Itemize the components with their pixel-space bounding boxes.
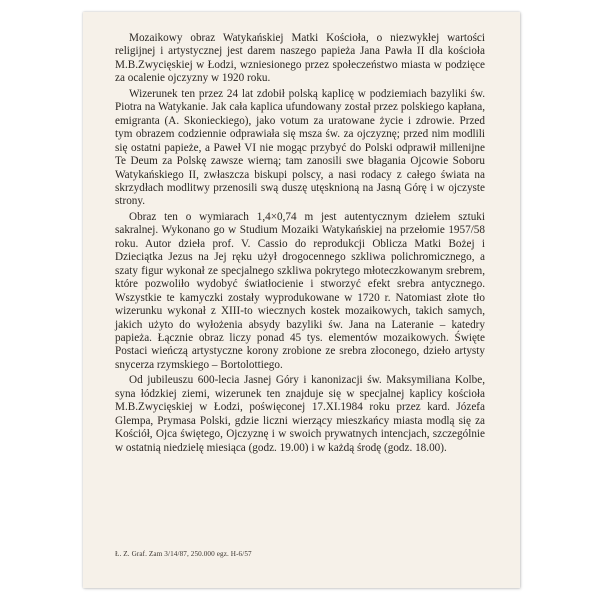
- body-text: [115, 32, 485, 457]
- paragraph-3: Obraz ten o wymiarach 1,4×0,74 m jest autentycznym dziełem sztuki sakralnej. Wykonano go w Studium Mozaiki Watykańskiej na przełomie 1957/58 roku. Autor dzieła prof. V. Cassio do reprodukcji Oblicza Matki Bożej i Dzieciątka Jezus na Jej ręku użył drogocennego szkliwa polichromicznego, a szaty figur wykonał ze specjalnego szkliwa pokrytego młoteczkowanym srebrem, które pozwoliło wydobyć światłocienie i stworzyć efekt srebra antycznego. Wszystkie te kamyczki zostały wyprodukowane w 1720 r. Natomiast złote tło wizerunku wykonał z XIII-to wiecznych kostek mozaikowych, takich samych, jakich użyto do wyłożenia absydy bazyliki św. Jana na Lateranie – katedry papieża. Łącznie obraz liczy ponad 45 tys. elementów mozaikowych. Święte Postaci wieńczą artystyczne korony zrobione ze srebra złoconego, dzieło artysty snycerza rzymskiego – Bortolottiego.: [115, 210, 485, 371]
- paragraph-2: Wizerunek ten przez 24 lat zdobił polską kaplicę w podziemiach bazyliki św. Piotra na Watykanie. Jak cała kaplica ufundowany został przez polskiego kapłana, emigranta (A. Skonieckiego), jako votum za uratowane życie i zdrowie. Przed tym obrazem codziennie odprawiała się msza św. za ojczyznę; przed nim modlili się ostatni papieże, a Paweł VI nie mogąc przybyć do Polski odprawił millenijne Te Deum za Polskę zawsze wierną; tam zanosili swe błagania Ojcowie Soboru Watykańskiego II, zwłaszcza biskupi polscy, a nasi rodacy z całego świata na skrzydłach modlitwy przenosili swą duszę utęsknioną na Jasną Górę i w ojczyste strony.: [115, 87, 485, 208]
- printed-card: [83, 12, 520, 588]
- paragraph-4: Od jubileuszu 600-lecia Jasnej Góry i kanonizacji św. Maksymiliana Kolbe, syna łódzkiej ziemi, wizerunek ten znajduje się w specjalnej kaplicy kościoła M.B.Zwycięskiej w Łodzi, poświęconej 17.XI.1984 roku przez kard. Józefa Glempa, Prymasa Polski, gdzie liczni wierzący mieszkańcy miasta modlą się za Kościół, Ojca świętego, Ojczyznę i w swoich prywatnych intencjach, szczególnie w ostatnią niedzielę miesiąca (godz. 19.00) i w każdą środę (godz. 18.00).: [115, 374, 485, 454]
- printer-imprint: Ł. Z. Graf. Zam 3/14/87, 250.000 egz. H-6/57: [115, 550, 252, 558]
- paragraph-1: Mozaikowy obraz Watykańskiej Matki Kościoła, o niezwykłej wartości religijnej i artystycznej jest darem naszego papieża Jana Pawła II dla kościoła M.B.Zwycięskiej w Łodzi, wzniesionego przez społeczeństwo miasta w podzięce za ocalenie ojczyzny w 1920 roku.: [115, 32, 485, 85]
